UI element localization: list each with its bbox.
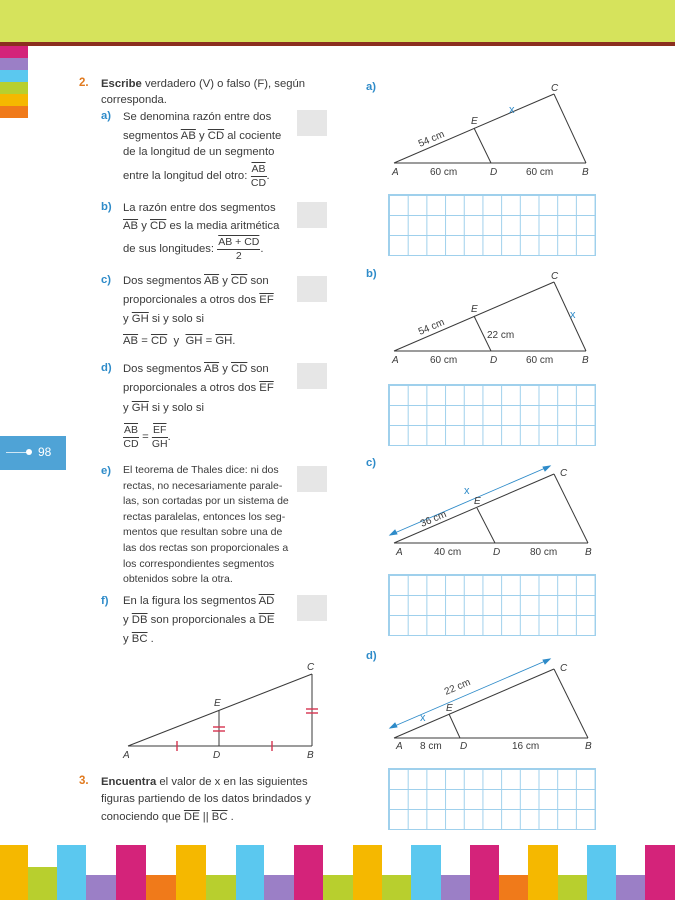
figure-f-D: D [213, 750, 221, 761]
panel-a-db: 60 cm [526, 167, 554, 178]
panel-c-C: C [560, 468, 568, 479]
panel-d-A: A [396, 741, 403, 752]
panel-a-figure [380, 80, 600, 180]
panel-d-grid[interactable] [388, 768, 596, 830]
panel-a-C: C [551, 83, 559, 94]
panel-d-ad: 8 cm [420, 741, 442, 752]
panel-b-db: 60 cm [526, 355, 554, 366]
item-e-label: e) [101, 465, 112, 477]
item-b-line1: La razón entre dos segmentos [123, 202, 276, 214]
panel-b-E: E [471, 304, 478, 315]
answer-box-f[interactable] [297, 595, 327, 621]
panel-c-B: B [585, 547, 592, 558]
q3-line2: figuras partiendo de los datos brindados y [101, 793, 311, 805]
item-c-line2: proporcionales a otros dos $\overline{EF}$ [123, 294, 274, 306]
bottom-decoration [0, 845, 675, 900]
figure-f-A: A [123, 750, 130, 761]
figure-f-B: B [307, 750, 314, 761]
panel-a-A: A [392, 167, 399, 178]
panel-c-E: E [474, 496, 481, 507]
q2-rest: verdadero (V) o falso (F), según [141, 78, 306, 90]
panel-d-label: d) [366, 650, 377, 662]
item-f-label: f) [101, 595, 109, 607]
panel-d-figure [380, 652, 600, 756]
panel-b-figure [380, 268, 600, 368]
panel-a-grid[interactable] [388, 194, 596, 256]
panel-b-A: A [392, 355, 399, 366]
panel-b-grid[interactable] [388, 384, 596, 446]
figure-f [115, 655, 330, 765]
panel-b-C: C [551, 271, 559, 282]
item-c-line1: Dos segmentos $\overline{AB}$ y $\overline{CD}$ son [123, 275, 269, 287]
panel-c-A: A [396, 547, 403, 558]
panel-c-grid[interactable] [388, 574, 596, 636]
figure-f-E: E [214, 698, 221, 709]
panel-b-ad: 60 cm [430, 355, 458, 366]
panel-c-figure [380, 456, 600, 560]
q3-number: 3. [79, 775, 89, 787]
item-a-line4: entre la longitud del otro: $\frac{\overline{AB}}{CD}$ . [123, 163, 270, 189]
item-f-line1: En la figura los segmentos $\overline{AD}$ [123, 595, 275, 607]
item-d-line3: y $\overline{GH}$ si y solo si [123, 402, 204, 414]
page-number: 98 [38, 445, 52, 459]
item-a-line2: segmentos $\overline{AB}$ y $\overline{CD}$ al cociente [123, 130, 282, 142]
panel-d-C: C [560, 663, 568, 674]
answer-box-d[interactable] [297, 363, 327, 389]
figure-f-C: C [307, 662, 315, 673]
item-b-line3: de sus longitudes: $\frac{AB + CD}{2}$ . [123, 236, 264, 262]
panel-a-E: E [471, 116, 478, 127]
figure-f-hypotenuse [128, 674, 312, 746]
q2-prompt [101, 76, 305, 93]
panel-c-side: 36 cm [418, 508, 449, 530]
panel-a-B: B [582, 167, 589, 178]
panel-c-D: D [493, 547, 501, 558]
answer-box-a[interactable] [297, 110, 327, 136]
item-c-label: c) [101, 274, 112, 286]
panel-b-x: x [570, 309, 576, 321]
header-rule [0, 42, 675, 46]
item-d-line2: proporcionales a otros dos $\overline{EF}$ [123, 382, 274, 394]
panel-c-db: 80 cm [530, 547, 558, 558]
panel-a-label: a) [366, 81, 377, 93]
answer-box-c[interactable] [297, 276, 327, 302]
panel-d-E: E [446, 703, 453, 714]
item-d-equation: $\frac{\overline{AB}}{CD}$ = $\frac{\overline{EF}}{GH}$ . [123, 424, 171, 450]
item-c-line3: y $\overline{GH}$ si y solo si [123, 313, 204, 325]
panel-b-side: 54 cm [416, 316, 447, 338]
color-tabs [0, 46, 28, 118]
panel-b-B: B [582, 355, 589, 366]
panel-b-label: b) [366, 268, 377, 280]
q2-number: 2. [79, 77, 89, 89]
panel-a-x: x [509, 104, 515, 116]
item-b-label: b) [101, 201, 112, 213]
panel-c-label: c) [366, 457, 377, 469]
panel-d-D: D [460, 741, 468, 752]
panel-a-D: D [490, 167, 498, 178]
item-f-line3: y $\overline{BC}$ . [123, 633, 154, 645]
item-c-equation: $\overline{AB} = \overline{CD}$ y $\overline{GH} = \overline{GH}$. [123, 335, 236, 347]
item-b-line2: $\overline{AB}$ y $\overline{CD}$ es la media aritmética [123, 220, 280, 232]
panel-a-ad: 60 cm [430, 167, 458, 178]
panel-a-side: 54 cm [416, 128, 447, 150]
q2-prompt-line2: corresponda. [101, 94, 167, 106]
item-a-line1: Se denomina razón entre dos [123, 111, 272, 123]
panel-d-x: x [420, 712, 426, 724]
page-number-tab [0, 436, 66, 470]
item-a-line3: de la longitud de un segmento [123, 146, 275, 158]
q2-verb: Escribe [101, 78, 142, 90]
item-a-label: a) [101, 110, 112, 122]
q3-line1: Encuentra el valor de x en las siguientes [101, 776, 308, 788]
item-e-text: El teorema de Thales dice: ni dos rectas, no necesariamente parale- las, son cortadas por un sistema de rectas paralelas, entonces los seg- mentos que resultan sobre una de las dos rectas son proporcionales a los correspondientes segmentos obtenidos sobre la otra. [123, 464, 289, 586]
item-f-line2: y $\overline{DB}$ son proporcionales a $\overline{DE}$ [123, 614, 275, 626]
panel-d-db: 16 cm [512, 741, 540, 752]
q3-line3: conociendo que $\overline{DE}$ || $\overline{BC}$ . [101, 811, 234, 823]
panel-b-D: D [490, 355, 498, 366]
panel-d-B: B [585, 741, 592, 752]
panel-c-ad: 40 cm [434, 547, 462, 558]
answer-box-b[interactable] [297, 202, 327, 228]
answer-box-e[interactable] [297, 466, 327, 492]
item-d-line1: Dos segmentos $\overline{AB}$ y $\overline{CD}$ son [123, 363, 269, 375]
item-d-label: d) [101, 362, 112, 374]
panel-c-x: x [464, 485, 470, 497]
panel-d-side: 22 cm [442, 676, 473, 698]
panel-b-de: 22 cm [487, 330, 515, 341]
header-band [0, 0, 675, 42]
